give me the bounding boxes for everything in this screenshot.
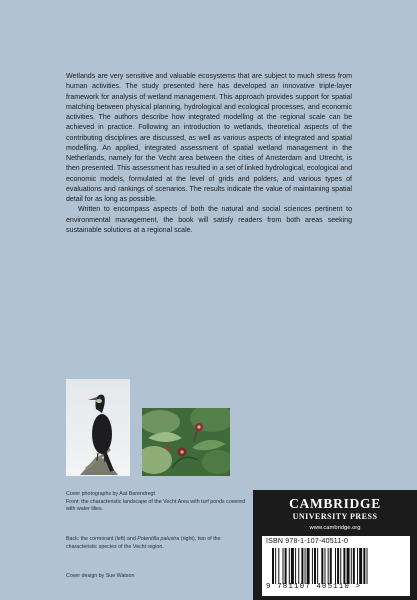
- photographer-credit: Cover photographs by Aat Barendregt: [66, 491, 155, 497]
- potentilla-photo: [142, 408, 230, 476]
- back-caption-species: Potentilla palustra: [137, 536, 180, 542]
- cormorant-photo: [66, 379, 130, 476]
- back-caption-suffix: (right), two of the characteristic species of the Vecht region.: [66, 536, 221, 550]
- publisher-block: [253, 490, 417, 600]
- barcode-digits: 9 781107 405110 >: [266, 583, 362, 591]
- photo-credits: [66, 491, 246, 514]
- back-cover-caption: [66, 536, 246, 551]
- barcode-icon: [272, 548, 402, 584]
- blurb-paragraph-1: Wetlands are very sensitive and valuable ecosystems that are subject to much stress from human activities. The study presented here has developed an innovative triple-layer framework for analysis of wetland management. This approach provides support for spatial matching between physical planning, hydrological and ecological processes, and economic activities. The authors describe how integrated modelling at the regional scale can be achieved in practice. Following an introduction to wetlands, theoretical aspects of the contributing disciplines are discussed, as well as various aspects of integrated and spatial modelling. An applied, integrated assessment of spatial wetland management in the Netherlands, namely for the Vecht area between the cities of Amsterdam and Utrecht, is then presented. This assessment has resulted in a set of linked hydrological, ecological and economic models, formulated at the level of grids and polders, and various types of evaluations and rankings of scenarios. The results indicate the value of maintaining spatial detail for as long as possible.: [66, 73, 352, 203]
- blurb: [66, 72, 352, 236]
- barcode-box: [262, 536, 410, 596]
- design-credit: Cover design by Sue Watson: [66, 573, 135, 579]
- publisher-name-line1: CAMBRIDGE: [289, 496, 381, 511]
- publisher-name-line2: UNIVERSITY PRESS: [292, 512, 378, 521]
- front-cover-caption: Front: the characteristic landscape of the Vecht Area with turf ponds covered with water lilies.: [66, 498, 246, 513]
- blurb-paragraph-2: Written to encompass aspects of both the natural and social sciences pertinent to environmental management, the book will satisfy readers from both areas seeking sustainable solutions at a regional scale.: [66, 206, 352, 234]
- publisher-url: www.cambridge.org: [309, 525, 361, 531]
- isbn-label: ISBN 978-1-107-40511-0: [266, 538, 349, 545]
- back-caption-prefix: Back: the cormorant (left) and: [66, 536, 138, 542]
